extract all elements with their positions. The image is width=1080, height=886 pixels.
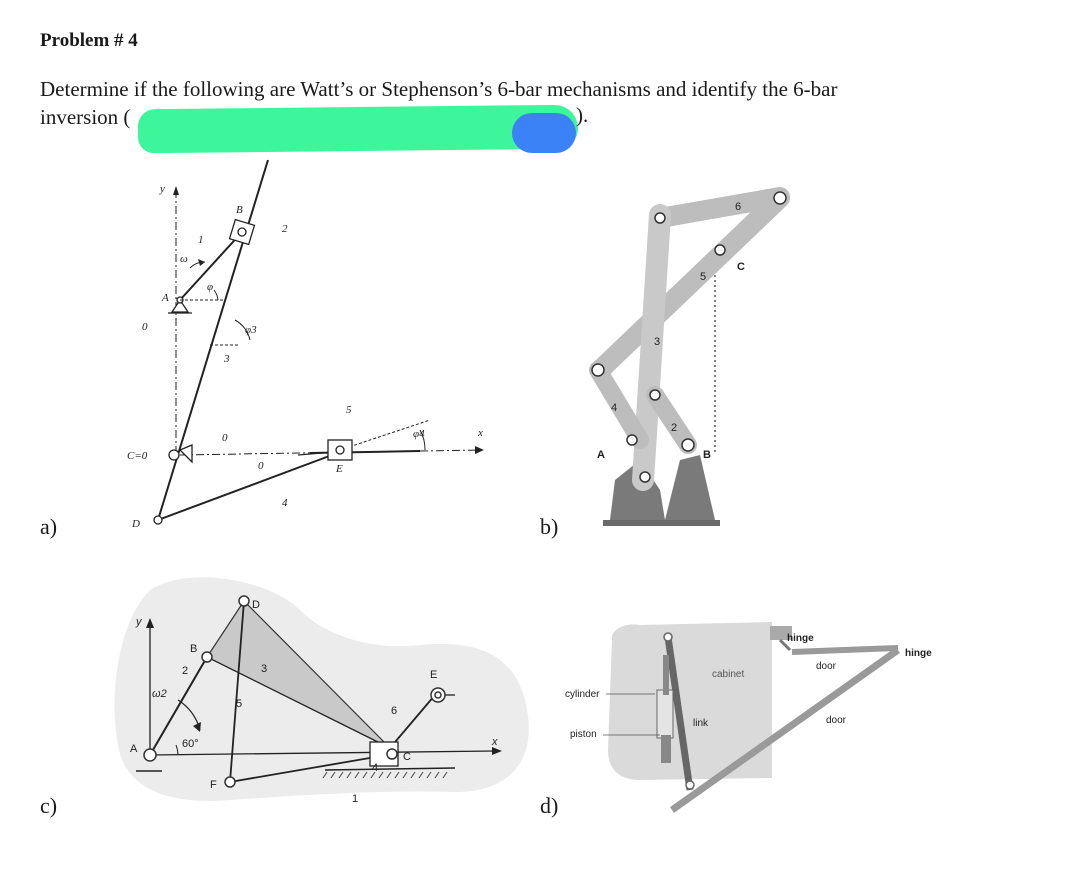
figure-c-mechanism — [115, 577, 529, 801]
fig-a-phi3: φ3 — [245, 324, 257, 336]
fig-c-link6-label: 6 — [391, 705, 398, 717]
fig-a-A-label: A — [162, 292, 169, 304]
fig-d-cylinder: cylinder — [565, 689, 600, 700]
fig-a-ground-0b: 0 — [222, 432, 228, 444]
fig-a-E-label: E — [336, 463, 343, 475]
fig-c-link2-label: 2 — [182, 665, 189, 677]
fig-d-door-upper: door — [816, 661, 837, 672]
fig-c-A-label: A — [130, 743, 138, 755]
fig-c-link5-label: 5 — [236, 698, 243, 710]
fig-b-link5-label: 5 — [700, 271, 707, 283]
fig-a-y-label: y — [160, 183, 165, 195]
prompt-line-2: inversion ( — [40, 105, 131, 129]
prompt-line-2-end: ). — [576, 103, 589, 127]
fig-d-link: link — [693, 718, 709, 729]
figure-label-c: c) — [40, 793, 58, 818]
fig-a-link5-label: 5 — [346, 404, 352, 416]
fig-a-ground-0c: 0 — [258, 460, 264, 472]
fig-b-link2-label: 2 — [671, 422, 678, 434]
fig-c-F-label: F — [210, 779, 217, 791]
figure-label-a: a) — [40, 514, 58, 539]
fig-a-link1-label: 1 — [198, 234, 204, 246]
fig-c-y-label: y — [136, 616, 142, 628]
fig-c-link1-label: 1 — [352, 793, 359, 805]
fig-d-hinge-upper: hinge — [787, 633, 814, 644]
fig-c-link4-label: 4 — [372, 762, 379, 774]
fig-b-link3-label: 3 — [654, 336, 661, 348]
figure-label-d: d) — [540, 793, 559, 818]
fig-d-piston: piston — [570, 729, 597, 740]
fig-c-angle: 60° — [182, 738, 199, 750]
fig-d-door-lower: door — [826, 715, 847, 726]
fig-d-hinge-right: hinge — [905, 648, 932, 659]
fig-b-link4-label: 4 — [611, 402, 618, 414]
figure-b-mechanism — [592, 192, 786, 526]
fig-a-phi4: φ4 — [413, 428, 425, 440]
fig-c-x-label: x — [492, 736, 498, 748]
fig-b-C-label: C — [737, 261, 745, 273]
fig-a-D-label: D — [132, 518, 140, 530]
problem-title: Problem # 4 — [40, 30, 138, 51]
figure-a-mechanism — [154, 160, 484, 524]
fig-b-A-label: A — [597, 449, 605, 461]
prompt-line-1: Determine if the following are Watt’s or Stephenson’s 6-bar mechanisms and identify the 6-bar — [40, 77, 838, 101]
fig-a-omega: ω — [180, 253, 188, 265]
fig-a-ground-0a: 0 — [142, 321, 148, 333]
fig-a-x-label: x — [478, 427, 483, 439]
fig-c-link3-label: 3 — [261, 663, 268, 675]
fig-a-link3-label: 3 — [224, 353, 230, 365]
fig-a-B-label: B — [236, 204, 243, 216]
fig-c-B-label: B — [190, 643, 198, 655]
fig-d-cabinet: cabinet — [712, 669, 745, 680]
fig-a-phi: φ — [207, 281, 214, 293]
fig-b-B-label: B — [703, 449, 711, 461]
fig-c-C-label: C — [403, 751, 411, 763]
fig-a-link4-label: 4 — [282, 497, 288, 509]
figure-d-mechanism — [603, 622, 898, 810]
fig-b-link6-label: 6 — [735, 201, 742, 213]
figure-label-b: b) — [540, 514, 559, 539]
fig-c-D-label: D — [252, 599, 260, 611]
fig-c-omega2: ω2 — [152, 688, 167, 700]
fig-a-C-label: C=0 — [127, 450, 148, 462]
fig-c-E-label: E — [430, 669, 438, 681]
fig-a-link2-label: 2 — [282, 223, 288, 235]
